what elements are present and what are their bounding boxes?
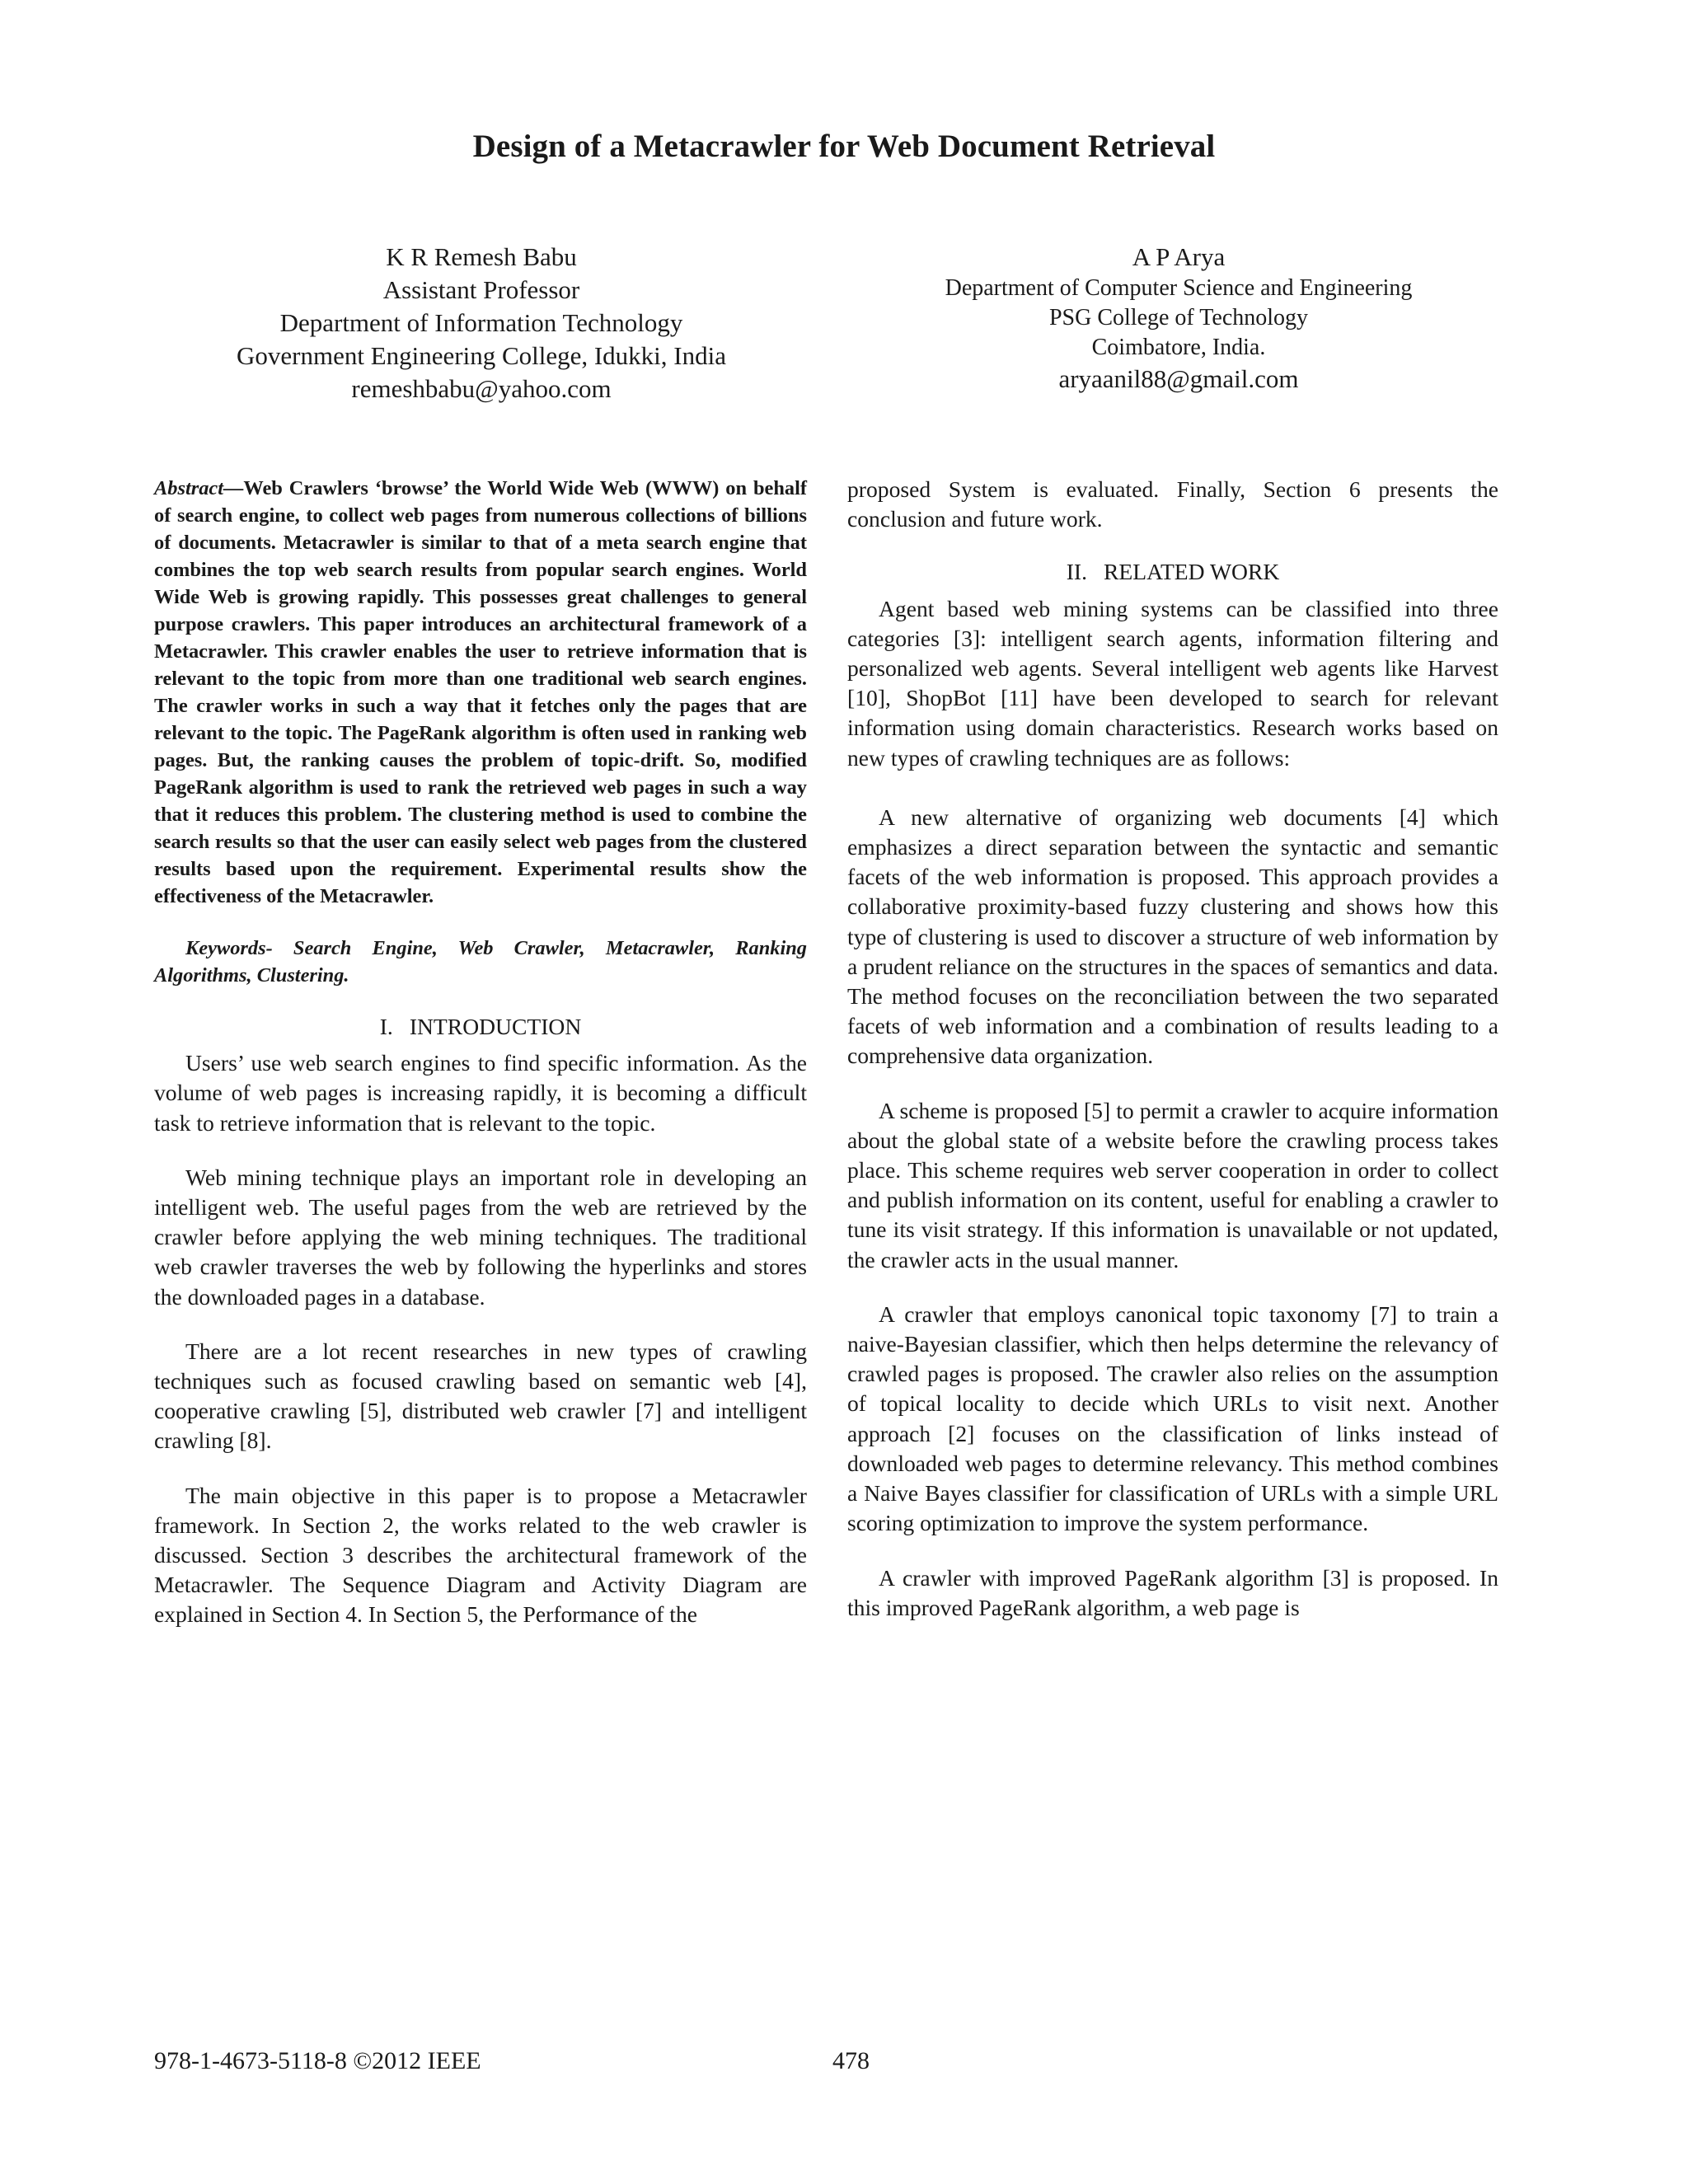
page-number: 478: [832, 2047, 870, 2074]
section-title: INTRODUCTION: [409, 1014, 582, 1039]
paragraph: The main objective in this paper is to propose a Metacrawler framework. In Section 2, the works related to the web crawler is discussed. Section 3 describes the architectural framework of the Metacrawler. The Sequence Diagram and Activity Diagram are explained in Section 4. In Section 5, the Performance of the: [154, 1482, 807, 1628]
author-affiliation-line: Assistant Professor: [382, 275, 580, 304]
author-name: K R Remesh Babu: [386, 242, 577, 271]
paragraph: A crawler with improved PageRank algorithm [3] is proposed. In this improved PageRank algorithm, a web page is: [847, 1564, 1498, 1620]
abstract-label: Abstract—: [154, 477, 244, 499]
paragraph: A new alternative of organizing web documents [4] which emphasizes a direct separation between the syntactic and semantic facets of the web information is proposed. This approach provides a collaborative proximity-based fuzzy clustering and shows how this type of clustering is used to discover a structure of web information by a prudent reliance on the structures in the spaces of semantics and data. The method focuses on the reconciliation between the two separated facets of web information and a combination of results leading to a comprehensive data organization.: [847, 804, 1498, 1069]
footer-isbn: 978-1-4673-5118-8 ©2012 IEEE: [154, 2047, 481, 2074]
paragraph: A scheme is proposed [5] to permit a crawler to acquire information about the global state of a website before the crawling process takes place. This scheme requires web server cooperation in order to collect and publish information on its content, useful for enabling a crawler to tune its visit strategy. If this information is unavailable or not updated, the crawler acts in the usual manner.: [847, 1097, 1498, 1272]
paragraph: A crawler that employs canonical topic taxonomy [7] to train a naive-Bayesian classifier, which then helps determine the relevancy of crawled pages is proposed. The crawler also relies on the assumption of topical locality to decide which URLs to visit next. Another approach [2] focuses on the classification of links instead of downloaded web pages to determine relevancy. This method combines a Naive Bayes classifier for classification of URLs with a simple URL scoring optimization to improve the system performance.: [847, 1301, 1498, 1536]
section-title: RELATED WORK: [1103, 559, 1280, 585]
author-email: aryaanil88@gmail.com: [1058, 364, 1299, 393]
author-affiliation-line: Government Engineering College, Idukki, India: [236, 341, 726, 370]
author-affiliation-line: Coimbatore, India.: [1091, 335, 1266, 360]
right-column: [847, 475, 1498, 1623]
author-affiliation-line: Department of Information Technology: [279, 308, 683, 337]
paper-title: Design of a Metacrawler for Web Document Retrieval: [472, 129, 1216, 164]
paragraph: proposed System is evaluated. Finally, Section 6 presents the conclusion and future work.: [847, 476, 1498, 532]
section-number: I.: [379, 1014, 393, 1039]
author-affiliation-line: PSG College of Technology: [1048, 305, 1309, 330]
paragraph: There are a lot recent researches in new types of crawling techniques such as focused crawling based on semantic web [4], cooperative crawling [5], distributed web crawler [7] and intelligent crawling [8].: [154, 1338, 807, 1454]
author-name: A P Arya: [1132, 242, 1226, 271]
author-affiliation-line: Department of Computer Science and Engineering: [945, 275, 1413, 301]
section-heading-introduction: [154, 1012, 807, 1042]
author-block-1: [157, 241, 806, 405]
paragraph: Agent based web mining systems can be classified into three categories [3]: intelligent search agents, information filtering and personalized web agents. Several intelligent web agents like Harvest [10], ShopBot [11] have been developed to search for relevant information using domain characteristics. Research works based on new types of crawling techniques are as follows:: [847, 595, 1498, 771]
paragraph: Users’ use web search engines to find specific information. As the volume of web pages is increasing rapidly, it is becoming a difficult task to retrieve information that is relevant to the topic.: [154, 1050, 807, 1136]
section-number: II.: [1066, 559, 1087, 585]
keywords: Keywords- Search Engine, Web Crawler, Metacrawler, Ranking Algorithms, Clustering.: [154, 937, 807, 987]
section-heading-related-work: [847, 557, 1498, 587]
paragraph: Web mining technique plays an important role in developing an intelligent web. The useful pages from the web are retrieved by the crawler before applying the web mining techniques. The traditional web crawler traverses the web by following the hyperlinks and stores the downloaded pages in a database.: [154, 1164, 807, 1310]
left-column: [154, 475, 807, 1630]
author-block-2: [874, 241, 1484, 396]
abstract: [154, 475, 807, 910]
author-email: remeshbabu@yahoo.com: [351, 374, 612, 403]
abstract-text: Web Crawlers ‘browse’ the World Wide Web (WWW) on behalf of search engine, to collect web pages from numerous collections of billions of documents. Metacrawler is similar to that of a meta search engine that combines the top web search results from popular search engines. World Wide Web is growing rapidly. This possesses great challenges to general purpose crawlers. This paper introduces an architectural framework of a Metacrawler. This crawler enables the user to retrieve information that is relevant to the topic from more than one traditional web search engines. The crawler works in such a way that it fetches only the pages that are relevant to the topic. The PageRank algorithm is often used in ranking web pages. But, the ranking causes the problem of topic-drift. So, modified PageRank algorithm is used to rank the retrieved web pages in such a way that it reduces this problem. The clustering method is used to combine the search results so that the user can easily select web pages from the clustered results based upon the requirement. Experimental results show the effectiveness of the Metacrawler.: [154, 477, 807, 907]
